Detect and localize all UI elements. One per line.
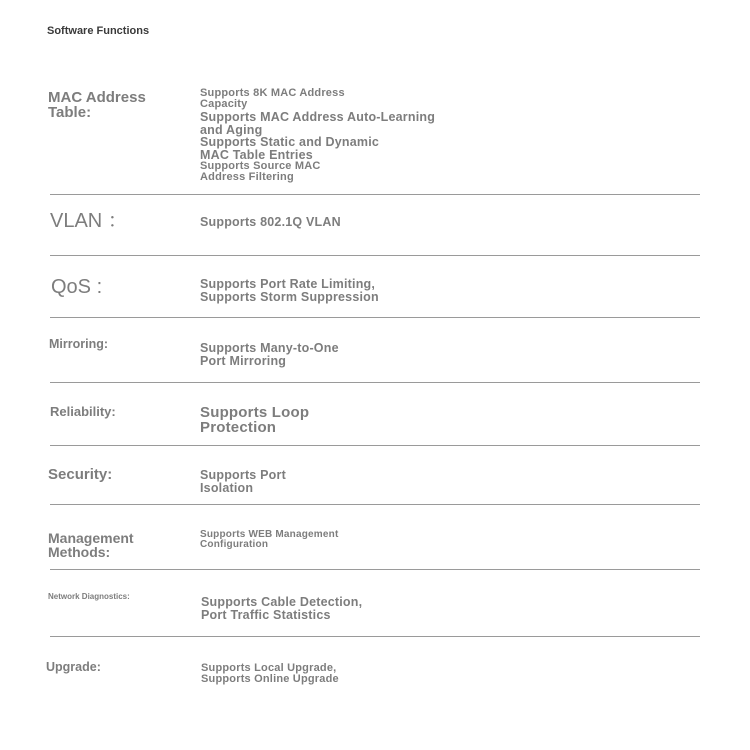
row-label-diagnostics: Network Diagnostics: [48,592,130,601]
row-value-mac-learning: Supports MAC Address Auto-Learning and Aging [200,110,436,137]
row-label-vlan: VLAN ： [50,210,128,232]
row-value-security: Supports Port Isolation [200,468,286,495]
row-divider [50,504,700,505]
row-label-security: Security: [48,466,113,483]
row-value-qos: Supports Port Rate Limiting, Supports Storm Suppression [200,277,379,304]
row-value-mirroring: Supports Many-to-One Port Mirroring [200,341,339,368]
row-value-mac-capacity: Supports 8K MAC Address Capacity [200,87,345,110]
row-divider [50,636,700,637]
row-label-mac-table: MAC Address Table: [48,89,146,121]
row-value-diagnostics: Supports Cable Detection, Port Traffic Statistics [201,595,363,622]
row-label-upgrade: Upgrade: [46,660,101,674]
row-value-upgrade: Supports Local Upgrade, Supports Online Upgrade [201,662,339,685]
row-value-mac-static: Supports Static and Dynamic MAC Table Entries [200,135,380,162]
row-divider [50,317,700,318]
row-label-qos: QoS : [51,276,103,298]
row-value-reliability: Supports Loop Protection [200,404,310,436]
row-label-mirroring: Mirroring: [49,337,109,351]
page-title: Software Functions [47,25,150,37]
row-divider [50,194,700,195]
row-label-reliability: Reliability: [50,404,116,419]
row-value-management: Supports WEB Management Configuration [200,529,339,550]
row-value-mac-filter: Supports Source MAC Address Filtering [200,160,321,183]
row-divider [50,382,700,383]
row-divider [50,445,700,446]
row-value-vlan: Supports 802.1Q VLAN [200,215,341,229]
row-divider [50,569,700,570]
row-label-management: Management Methods: [48,530,134,560]
row-divider [50,255,700,256]
